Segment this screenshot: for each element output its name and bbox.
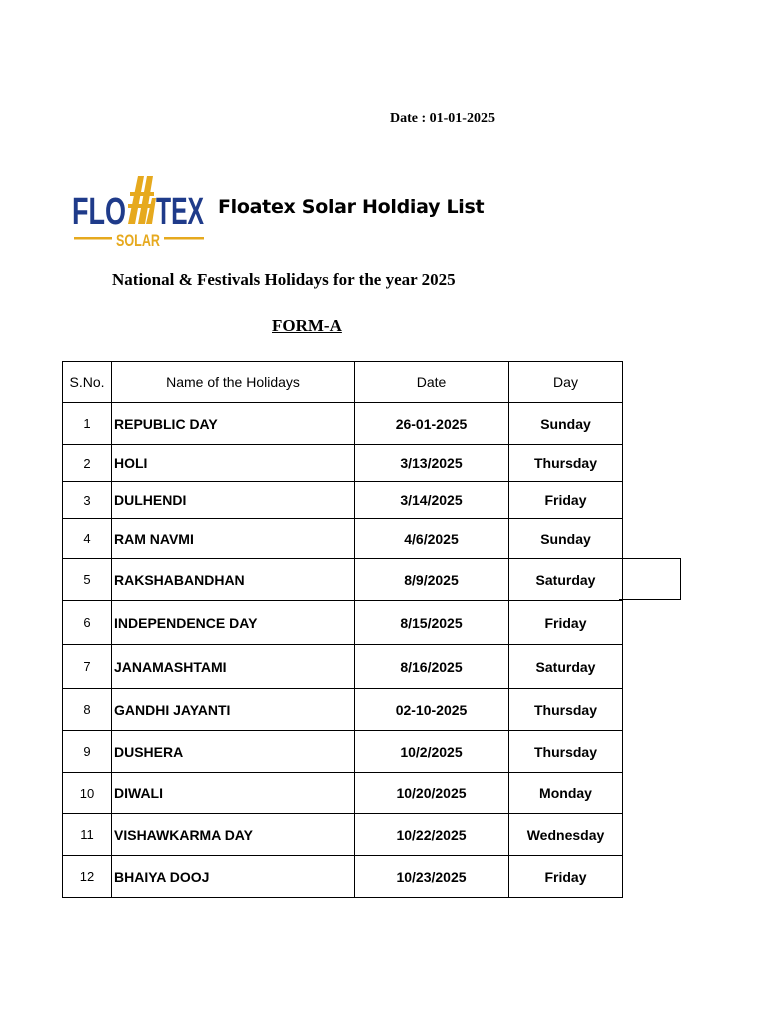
column-header-date: Date (355, 362, 509, 403)
column-header-day: Day (509, 362, 623, 403)
row-sno: 9 (63, 731, 112, 773)
floatex-logo-graphic (72, 174, 206, 250)
table-row (63, 689, 623, 731)
row-holiday-name: DUSHERA (112, 731, 355, 773)
row-date: 10/22/2025 (355, 814, 509, 856)
row-holiday-name: GANDHI JAYANTI (112, 689, 355, 731)
row-day: Saturday (509, 559, 623, 601)
row-day: Friday (509, 482, 623, 519)
document-date: Date : 01-01-2025 (390, 111, 495, 126)
row-day: Thursday (509, 445, 623, 482)
row-sno: 10 (63, 773, 112, 814)
row-date: 10/2/2025 (355, 731, 509, 773)
row-date: 26-01-2025 (355, 403, 509, 445)
form-label: FORM-A (272, 316, 342, 335)
row-day: Thursday (509, 689, 623, 731)
row-day: Monday (509, 773, 623, 814)
table-row (63, 519, 623, 559)
row-sno: 1 (63, 403, 112, 445)
row-holiday-name: HOLI (112, 445, 355, 482)
floatex-solar-logo (72, 174, 206, 250)
row-date: 02-10-2025 (355, 689, 509, 731)
row-sno: 2 (63, 445, 112, 482)
row-date: 10/20/2025 (355, 773, 509, 814)
row-sno: 7 (63, 645, 112, 689)
row-day: Sunday (509, 519, 623, 559)
row-date: 8/16/2025 (355, 645, 509, 689)
row-holiday-name: VISHAWKARMA DAY (112, 814, 355, 856)
row-sno: 4 (63, 519, 112, 559)
table-row (63, 559, 623, 601)
row-day: Saturday (509, 645, 623, 689)
row-holiday-name: DULHENDI (112, 482, 355, 519)
stray-cell-border (619, 558, 681, 600)
row-day: Wednesday (509, 814, 623, 856)
row-holiday-name: BHAIYA DOOJ (112, 856, 355, 898)
row-date: 3/14/2025 (355, 482, 509, 519)
row-sno: 5 (63, 559, 112, 601)
row-day: Friday (509, 856, 623, 898)
row-day: Thursday (509, 731, 623, 773)
table-row (63, 445, 623, 482)
table-row (63, 645, 623, 689)
row-sno: 3 (63, 482, 112, 519)
page-subtitle: National & Festivals Holidays for the year 2025 (112, 270, 456, 289)
row-date: 8/9/2025 (355, 559, 509, 601)
table-row (63, 856, 623, 898)
row-sno: 6 (63, 601, 112, 645)
table-row (63, 814, 623, 856)
table-row (63, 403, 623, 445)
holiday-table (62, 361, 623, 898)
row-holiday-name: JANAMASHTAMI (112, 645, 355, 689)
column-header-name: Name of the Holidays (112, 362, 355, 403)
row-date: 3/13/2025 (355, 445, 509, 482)
row-day: Sunday (509, 403, 623, 445)
table-row (63, 601, 623, 645)
row-holiday-name: DIWALI (112, 773, 355, 814)
row-sno: 8 (63, 689, 112, 731)
svg-text:TEX: TEX (156, 191, 205, 233)
row-sno: 12 (63, 856, 112, 898)
page-title: Floatex Solar Holdiay List (218, 196, 485, 218)
column-header-sno: S.No. (63, 362, 112, 403)
table-header-row (63, 362, 623, 403)
row-date: 4/6/2025 (355, 519, 509, 559)
svg-text:SOLAR: SOLAR (116, 231, 160, 250)
table-row (63, 482, 623, 519)
table-row (63, 773, 623, 814)
row-holiday-name: INDEPENDENCE DAY (112, 601, 355, 645)
row-date: 8/15/2025 (355, 601, 509, 645)
row-holiday-name: REPUBLIC DAY (112, 403, 355, 445)
row-holiday-name: RAM NAVMI (112, 519, 355, 559)
row-date: 10/23/2025 (355, 856, 509, 898)
row-sno: 11 (63, 814, 112, 856)
row-holiday-name: RAKSHABANDHAN (112, 559, 355, 601)
svg-text:FLO: FLO (72, 191, 126, 233)
table-row (63, 731, 623, 773)
row-day: Friday (509, 601, 623, 645)
